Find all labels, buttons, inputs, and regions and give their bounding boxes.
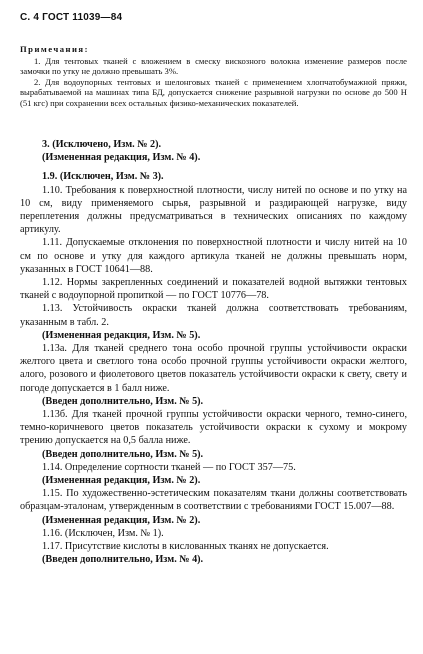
page-header: С. 4 ГОСТ 11039—84 (20, 12, 123, 23)
revision-note: (Измененная редакция, Изм. № 4). (42, 152, 201, 164)
note-item: 2. Для водоупорных тентовых и шелонговых тканей с применением хлопчатобумажной пряжи, вырабатываемой на машинах типа БД, допускается снижение разрывной нагрузки по основе до 500 Н (51 кгс) при сохранении всех остальных физико-механических показателей. (20, 76, 407, 108)
paragraph: 3. (Исключено, Изм. № 2). (42, 139, 162, 150)
paragraph: 1.13б. Для тканей прочной группы устойчивости окраски черного, темно-синего, темно-коричневого цветов показатель устойчивости окраски к сухому и мокрому трению допускается на 0,5 балла ниже. (20, 409, 407, 447)
notes-title: Примечания: (20, 44, 89, 54)
paragraph: 1.13а. Для тканей среднего тона особо прочной группы устойчивости окраски желтого цвета и светлого тона особо прочной группы устойчивости окраски желтого, алого, розового и фиолетового цветов показатель устойчивости окраски к свету, свету и погоде допускается в 1 балл ниже. (20, 343, 407, 394)
paragraph: 1.17. Присутствие кислоты в кислованных тканях не допускается. (42, 541, 329, 553)
paragraph: 1.9. (Исключен, Изм. № 3). (42, 171, 164, 183)
note-item: 1. Для тентовых тканей с вложением в смеску вискозного волокна изменение размеров после замочки по утку не должно превышать 3%. (20, 55, 407, 77)
revision-note: (Измененная редакция, Изм. № 2). (42, 514, 201, 526)
revision-note: (Введен дополнительно, Изм. № 4). (42, 554, 204, 566)
paragraph: 1.13. Устойчивость окраски тканей должна соответствовать требованиям, указанным в табл. 2. (20, 303, 407, 328)
paragraph: 1.15. По художественно-эстетическим показателям ткани должны соответствовать образцам-эталонам, утвержденным в соответствии с требованиями ГОСТ 15.007—88. (20, 488, 407, 513)
paragraph: 1.10. Требования к поверхностной плотности, числу нитей по основе и по утку на 10 см, виду применяемого сырья, разрывной и раздирающей нагрузке, виду переплетения должны предусматриваться в технических описаниях по каждому артикулу. (20, 184, 407, 236)
paragraph: 1.16. (Исключен, Изм. № 1). (42, 527, 164, 539)
paragraph: 1.11. Допускаемые отклонения по поверхностной плотности и числу нитей на 10 см по основе и утку для каждого артикула тканей не должны превышать норм, указанных в ГОСТ 10641—88. (20, 237, 407, 275)
paragraph: 1.12. Нормы закрепленных соединений и показателей водной вытяжки тентовых тканей с водоупорной пропиткой — по ГОСТ 10776—78. (20, 277, 407, 302)
revision-note: (Введен дополнительно, Изм. № 5). (42, 395, 204, 407)
notes-block (20, 44, 407, 109)
revision-note: (Измененная редакция, Изм. № 2). (42, 475, 201, 487)
revision-note: (Измененная редакция, Изм. № 5). (42, 329, 201, 341)
paragraph: 1.14. Определение сортности тканей — по ГОСТ 357—75. (42, 461, 296, 473)
main-text (20, 138, 407, 567)
revision-note: (Введен дополнительно, Изм. № 5). (42, 448, 204, 460)
